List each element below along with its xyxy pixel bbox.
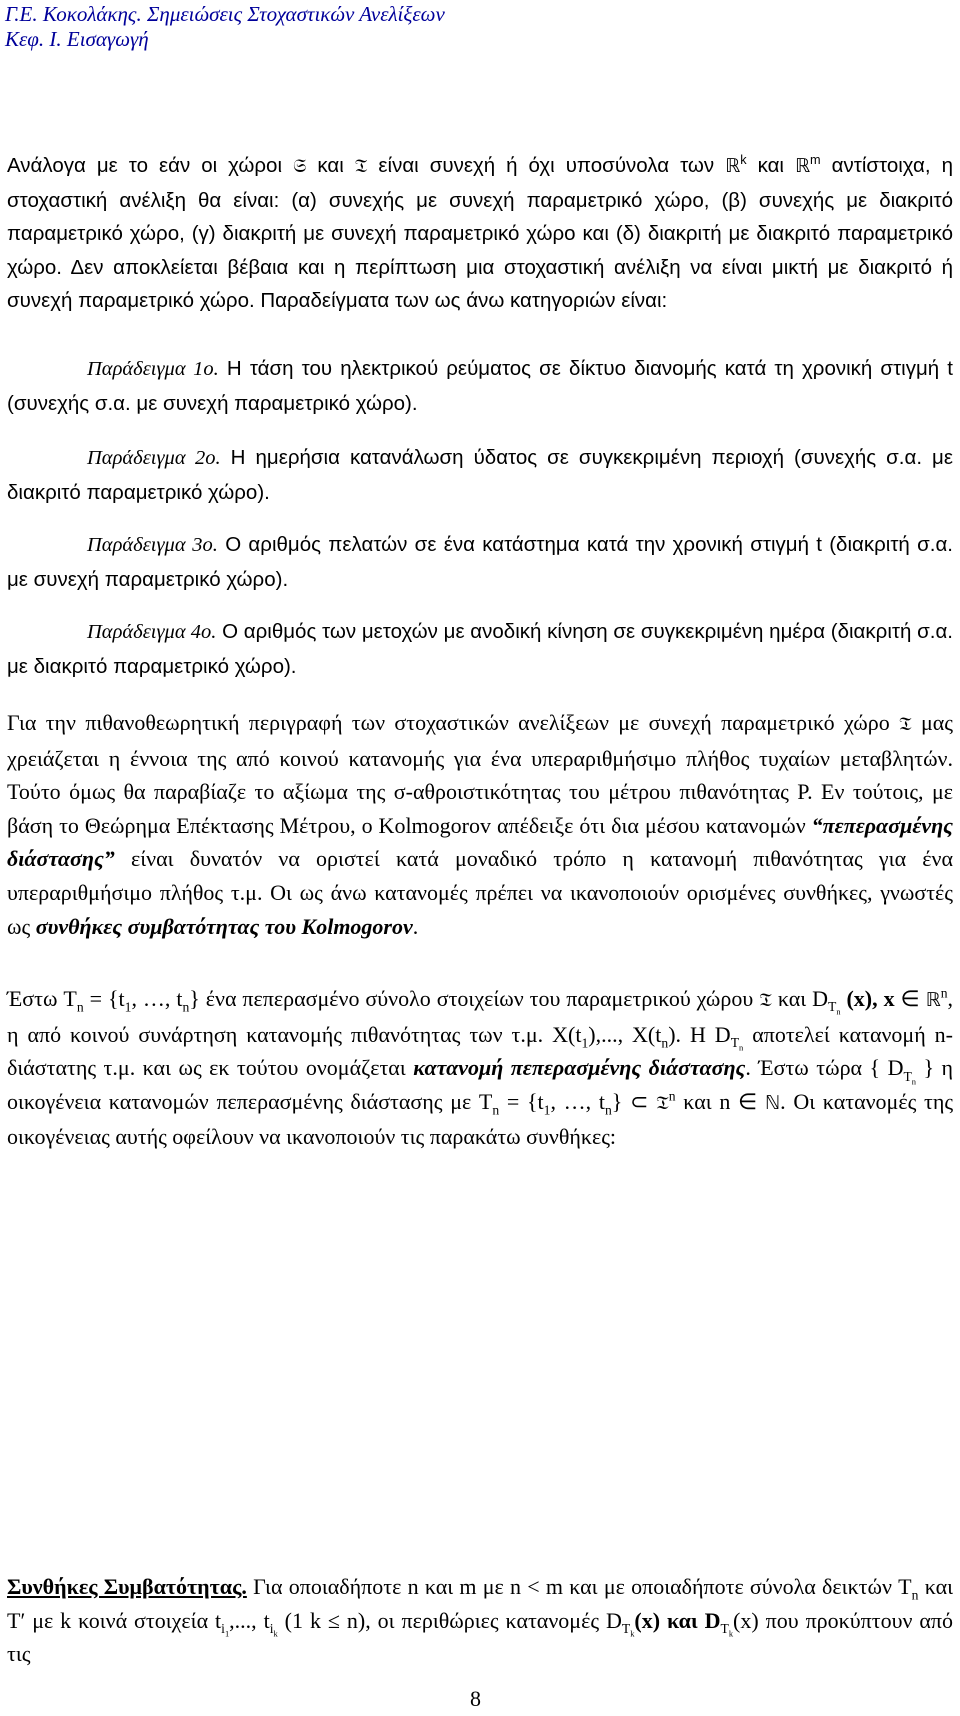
paragraph-finite-dimensional: Έστω $T_n = \{t_1$, …, $t_n$} ένα πεπερασμένο σύνολο στοιχείων του παραμετρικού χώρου 𝔗 και $D_{T_n}$ (x), x ∈ ℝ$^n$, η από κοινού συνάρτηση κατανομής πιθανότητας των τ.μ. $X(t_1)$,..., $X(t_n)$. Η $D_{T_n}$ αποτελεί κατανομή n-διάστατης τ.μ. και ως εκ τούτου ονομάζεται κατανομή πεπερασμένης διάστασης. Έστω τώρα { $D_{T_n}$ } η οικογένεια κατανομών πεπερασμένης διάστασης με $T_n = \{t_1$, …, $t_n$} ⊂ 𝔗$^n$ και n ∈ ℕ. Οι κατανομές της οικογένειας αυτής οφείλουν να ικανοποιούν τις παρακάτω συνθήκες: xyxy=(7,985,954,1150)
example-3: Παράδειγμα 3ο. Ο αριθμός πελατών σε ένα κατάστημα κατά την χρονική στιγμή t (διακριτή σ.α. με συνεχή παραμετρικό χώρο). xyxy=(7,533,953,591)
running-header-line-2: Κεφ. Ι. Εισαγωγή xyxy=(5,27,149,51)
example-label: Παράδειγμα 2ο. xyxy=(87,447,221,469)
example-1: Παράδειγμα 1ο. Η τάση του ηλεκτρικού ρεύματος σε δίκτυο διανομής κατά τη χρονική στιγμή t (συνεχής σ.α. με συνεχή παραμετρικό χώρο). xyxy=(7,357,953,415)
section-title: Συνθήκες Συμβατότητας. xyxy=(7,1574,247,1599)
example-2: Παράδειγμα 2ο. Η ημερήσια κατανάλωση ύδατος σε συγκεκριμένη περιοχή (συνεχής σ.α. με διακριτό παραμετρικό χώρο). xyxy=(7,446,953,504)
example-label: Παράδειγμα 4ο. xyxy=(87,621,217,643)
paragraph-process-classification: Ανάλογα με το εάν οι χώροι 𝔖 και 𝔗 είναι συνεχή ή όχι υποσύνολα των ℝ$^k$ και ℝ$^m$ αντίστοιχα, η στοχαστική ανέλιξη θα είναι: (α) συνεχής με συνεχή παραμετρικό χώρο, (β) συνεχής με διακριτό παραμετρικό χώρο, (γ) διακριτή με συνεχή παραμετρικό χώρο και (δ) διακριτή με διακριτό παραμετρικό χώρο. Δεν αποκλείεται βέβαια και η περίπτωση μια στοχαστική ανέλιξη να είναι μικτή με διακριτό ή συνεχή παραμετρικό χώρο. Παραδείγματα των ως άνω κατηγοριών είναι: xyxy=(7,152,953,313)
running-header-line-1: Γ.Ε. Κοκολάκης. Σημειώσεις Στοχαστικών Ανελίξεων xyxy=(5,2,445,26)
symbol-S: 𝔖 xyxy=(293,155,307,177)
paragraph-kolmogorov: Για την πιθανοθεωρητική περιγραφή των στοχαστικών ανελίξεων με συνεχή παραμετρικό χώρο 𝔗 μας χρειάζεται η έννοια της από κοινού κατανομής για ένα υπεραριθμήσιμο πλήθος τυχαίων μεταβλητών. Τούτο όμως θα παραβίαζε το αξίωμα της σ-αθροιστικότητας του μέτρου πιθανότητας P. Εν τούτοις, με βάση το Θεώρημα Επέκτασης Μέτρου, ο Kolmogorov απέδειξε ότι δια μέσου κατανομών “πεπερασμένης διάστασης” είναι δυνατόν να οριστεί κατά μοναδικό τρόπο η κατανομή πιθανότητας για ένα υπεραριθμήσιμο πλήθος τ.μ. Οι ως άνω κατανομές πρέπει να ικανοποιούν ορισμένες συνθήκες, γνωστές ως συνθήκες συμβατότητας του Kolmogorov. xyxy=(7,710,954,939)
example-label: Παράδειγμα 1ο. xyxy=(87,358,219,380)
example-label: Παράδειγμα 3ο. xyxy=(87,534,218,556)
paragraph-compatibility-conditions: Συνθήκες Συμβατότητας. Για οποιαδήποτε n και m με n < m και με οποιαδήποτε σύνολα δεικτών $T_n$ και T′ με k κοινά στοιχεία $t_{i_1}$,..., $t_{i_k}$ (1 k ≤ n), οι περιθώριες κατανομές $D_{T_k}(x)$ και $D_{T_k}(x)$ που προκύπτουν από τις xyxy=(7,1574,954,1667)
example-4: Παράδειγμα 4ο. Ο αριθμός των μετοχών με ανοδική κίνηση σε συγκεκριμένη ημέρα (διακριτή σ.α. με διακριτό παραμετρικό χώρο). xyxy=(7,620,953,678)
page-number: 8 xyxy=(470,1686,481,1711)
symbol-T: 𝔗 xyxy=(354,155,368,177)
